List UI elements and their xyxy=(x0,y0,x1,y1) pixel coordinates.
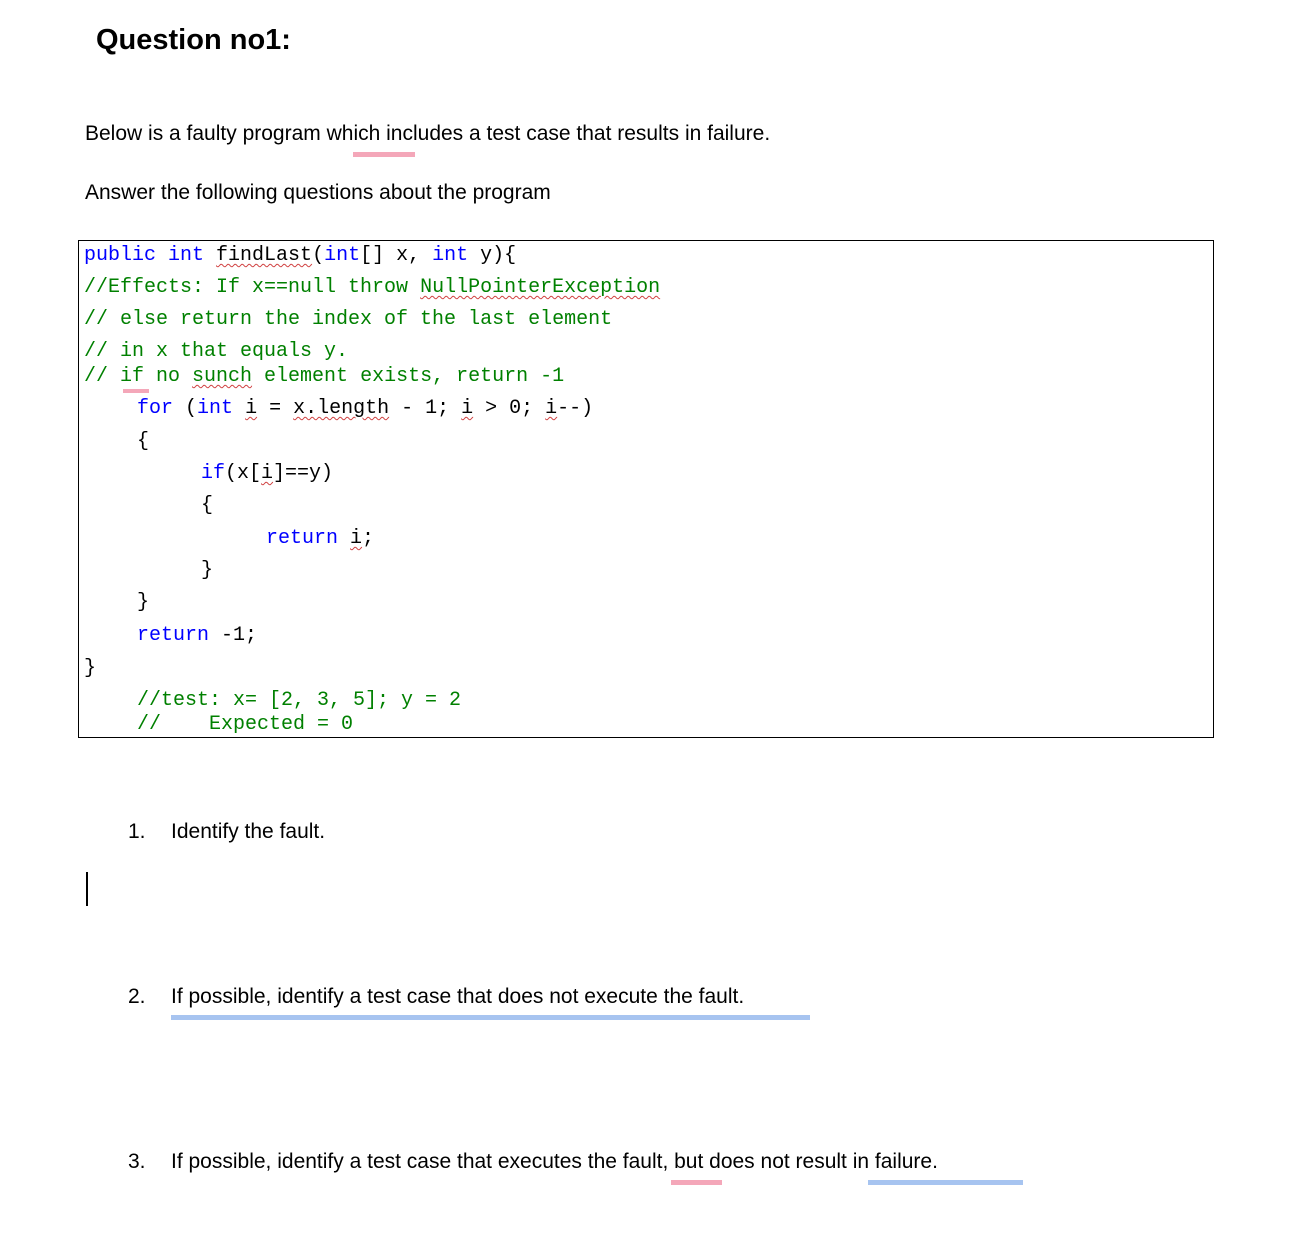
question-number: 1. xyxy=(128,820,146,843)
grammar-mark xyxy=(171,1015,810,1020)
code-line-inner-brace-open: { xyxy=(201,494,214,517)
code-line-signature: public int findLast(int[] x, int y){ xyxy=(84,244,517,267)
code-line-if: if(x[i]==y) xyxy=(201,462,334,485)
code-line-brace-open: { xyxy=(137,430,150,453)
code-line-effects: //Effects: If x==null throw NullPointerException xyxy=(84,276,661,299)
question-text: If possible, identify a test case that does not execute the fault. xyxy=(171,985,745,1008)
grammar-mark xyxy=(353,152,415,157)
code-line-inner-brace-close: } xyxy=(201,559,214,582)
code-line-method-close: } xyxy=(84,657,97,680)
grammar-mark xyxy=(868,1180,1023,1185)
code-line-comment-else: // else return the index of the last element xyxy=(84,308,613,331)
code-line-brace-close: } xyxy=(137,591,150,614)
question-text: If possible, identify a test case that executes the fault, but does not result in failure. xyxy=(171,1150,938,1173)
code-block[interactable] xyxy=(78,240,1214,738)
question-text: Identify the fault. xyxy=(171,820,326,843)
intro-line-1: Below is a faulty program which includes a test case that results in failure. xyxy=(85,122,771,145)
page-title: Question no1: xyxy=(96,24,291,56)
code-line-test: //test: x= [2, 3, 5]; y = 2 xyxy=(137,689,462,712)
question-number: 3. xyxy=(128,1150,146,1173)
grammar-mark xyxy=(671,1180,722,1185)
code-line-comment-if-no: // if no sunch element exists, return -1 xyxy=(84,365,565,388)
code-line-return-i: return i; xyxy=(266,527,375,550)
intro-line-2: Answer the following questions about the program xyxy=(85,181,551,204)
text-cursor[interactable] xyxy=(86,872,88,906)
code-line-for: for (int i = x.length - 1; i > 0; i--) xyxy=(137,397,594,420)
code-line-return-minus-one: return -1; xyxy=(137,624,258,647)
question-number: 2. xyxy=(128,985,146,1008)
code-line-comment-in-x: // in x that equals y. xyxy=(84,340,349,363)
code-line-expected: // Expected = 0 xyxy=(137,713,354,736)
grammar-mark xyxy=(123,389,149,393)
